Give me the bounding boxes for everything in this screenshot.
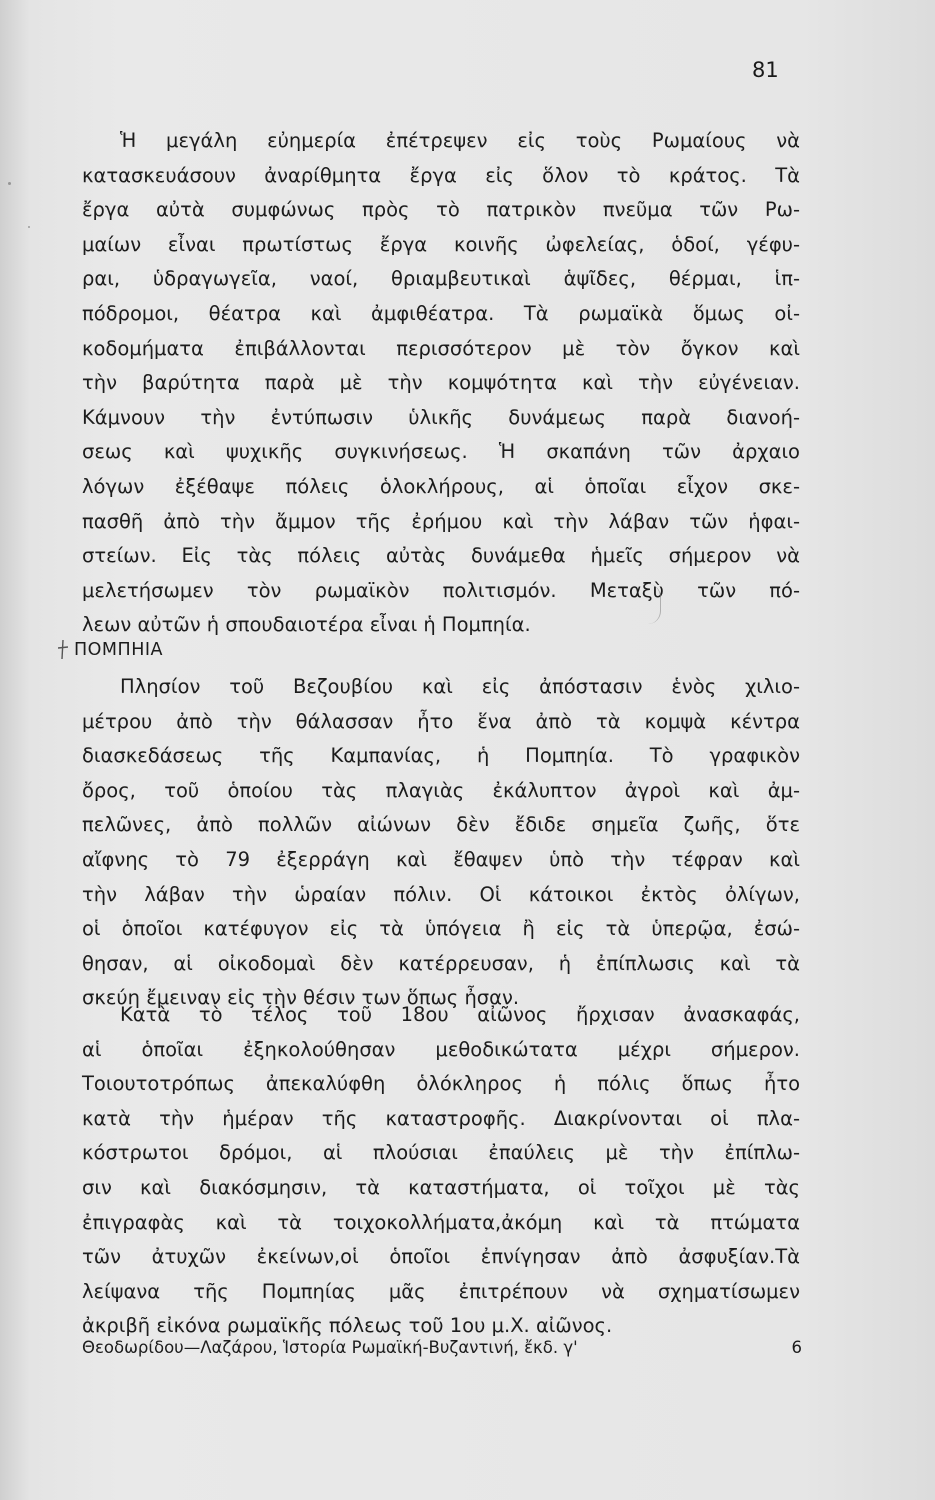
text-line: στείων. Εἰς τὰς πόλεις αὐτὰς δυνάμεθα ἡμεῖς σήμερον νὰ <box>82 544 800 568</box>
text-line: Κάμνουν τὴν ἐντύπωσιν ὑλικῆς δυνάμεως παρὰ διανοή- <box>82 405 800 429</box>
text-line: σκεύη ἔμειναν εἰς τὴν θέσιν των ὅπως ἦσαν. <box>82 986 520 1010</box>
text-line: πόδρομοι, θέατρα καὶ ἀμφιθέατρα. Τὰ ρωμαϊκὰ ὅμως οἰ- <box>82 301 800 325</box>
text-line: οἱ ὁποῖοι κατέφυγον εἰς τὰ ὑπόγεια ἢ εἰς τὰ ὑπερῷα, ἐσώ- <box>82 917 800 941</box>
text-line: κατασκευάσουν ἀναρίθμητα ἔργα εἰς ὅλον τὸ κράτος. Τὰ <box>82 163 800 187</box>
text-line: θησαν, αἱ οἰκοδομαὶ δὲν κατέρρευσαν, ἡ ἐπίπλωσις καὶ τὰ <box>82 951 800 975</box>
text-line: σιν καὶ διακόσμησιν, τὰ καταστήματα, οἱ τοῖχοι μὲ τὰς <box>82 1175 800 1199</box>
cross-mark-icon <box>58 638 68 660</box>
text-line: διασκεδάσεως τῆς Καμπανίας, ἡ Πομπηία. Τὸ γραφικὸν <box>82 744 800 768</box>
text-line: τὴν λάβαν τὴν ὡραίαν πόλιν. Οἱ κάτοικοι ἐκτὸς ὀλίγων, <box>82 882 800 906</box>
text-line: λεων αὐτῶν ἡ σπουδαιοτέρα εἶναι ἡ Πομπηία. <box>82 613 531 637</box>
scan-speck <box>8 182 11 185</box>
text-line: ραι, ὑδραγωγεῖα, ναοί, θριαμβευτικαὶ ἁψῖδες, θέρμαι, ἱπ- <box>82 267 800 291</box>
text-line: κατὰ τὴν ἡμέραν τῆς καταστροφῆς. Διακρίνονται οἱ πλα- <box>82 1106 800 1130</box>
text-line: μέτρου ἀπὸ τὴν θάλασσαν ἦτο ἕνα ἀπὸ τὰ κομψὰ κέντρα <box>82 709 800 733</box>
text-line: σεως καὶ ψυχικῆς συγκινήσεως. Ἡ σκαπάνη τῶν ἀρχαιο <box>82 440 800 464</box>
text-line: λόγων ἐξέθαψε πόλεις ὁλοκλήρους, αἱ ὁποῖαι εἶχον σκε- <box>82 474 800 498</box>
scan-speck <box>28 226 30 228</box>
text-line: πελῶνες, ἀπὸ πολλῶν αἰώνων δὲν ἔδιδε σημεῖα ζωῆς, ὅτε <box>82 813 800 837</box>
text-line: αἴφνης τὸ 79 ἐξερράγη καὶ ἔθαψεν ὑπὸ τὴν τέφραν καὶ <box>82 847 800 871</box>
paragraph-pompeii <box>82 670 800 1016</box>
text-line: ὄρος, τοῦ ὁποίου τὰς πλαγιὰς ἐκάλυπτον ἀγροὶ καὶ ἀμ- <box>82 778 800 802</box>
page-number: 81 <box>752 58 779 82</box>
text-line: πασθῆ ἀπὸ τὴν ἄμμον τῆς ἐρήμου καὶ τὴν λάβαν τῶν ἡφαι- <box>82 509 800 533</box>
text-line: ἀκριβῆ εἰκόνα ρωμαϊκῆς πόλεως τοῦ 1ου μ.Χ. αἰῶνος. <box>82 1314 613 1338</box>
paragraph-excavations <box>82 998 800 1344</box>
text-line: λείψανα τῆς Πομπηίας μᾶς ἐπιτρέπουν νὰ σχηματίσωμεν <box>82 1279 800 1303</box>
section-heading: ΠΟΜΠΗΙΑ <box>74 640 163 660</box>
text-line: Ἡ μεγάλη εὐημερία ἐπέτρεψεν εἰς τοὺς Ρωμαίους νὰ <box>120 129 800 152</box>
paragraph-intro <box>82 124 800 643</box>
text-line: μελετήσωμεν τὸν ρωμαϊκὸν πολιτισμόν. Μεταξὺ τῶν πό- <box>82 578 800 602</box>
text-line: τὴν βαρύτητα παρὰ μὲ τὴν κομψότητα καὶ τὴν εὐγένειαν. <box>82 371 800 395</box>
text-line: τῶν ἀτυχῶν ἐκείνων,οἱ ὁποῖοι ἐπνίγησαν ἀπὸ ἀσφυξίαν.Τὰ <box>82 1245 800 1269</box>
text-line: ἔργα αὐτὰ συμφώνως πρὸς τὸ πατρικὸν πνεῦμα τῶν Ρω- <box>82 198 800 222</box>
text-line: Κατὰ τὸ τέλος τοῦ 18ου αἰῶνος ἤρχισαν ἀνασκαφάς, <box>120 1003 800 1026</box>
footer <box>82 1338 802 1357</box>
signature-mark: 6 <box>791 1338 802 1357</box>
text-line: Τοιουτοτρόπως ἀπεκαλύφθη ὁλόκληρος ἡ πόλις ὅπως ἦτο <box>82 1072 800 1096</box>
text-line: κοδομήματα ἐπιβάλλονται περισσότερον μὲ τὸν ὄγκον καὶ <box>82 336 800 360</box>
text-line: ἐπιγραφὰς καὶ τὰ τοιχοκολλήματα,ἀκόμη καὶ τὰ πτώματα <box>82 1210 800 1234</box>
text-line: αἱ ὁποῖαι ἐξηκολούθησαν μεθοδικώτατα μέχρι σήμερον. <box>82 1037 800 1061</box>
text-line: Πλησίον τοῦ Βεζουβίου καὶ εἰς ἀπόστασιν ἑνὸς χιλιο- <box>120 675 800 698</box>
footer-citation: Θεοδωρίδου—Λαζάρου, Ἱστορία Ρωμαϊκή-Βυζαντινή, ἔκδ. γ' <box>82 1338 578 1357</box>
text-line: μαίων εἶναι πρωτίστως ἔργα κοινῆς ὠφελείας, ὁδοί, γέφυ- <box>82 232 800 256</box>
text-line: κόστρωτοι δρόμοι, αἱ πλούσιαι ἐπαύλεις μὲ τὴν ἐπίπλω- <box>82 1141 800 1165</box>
